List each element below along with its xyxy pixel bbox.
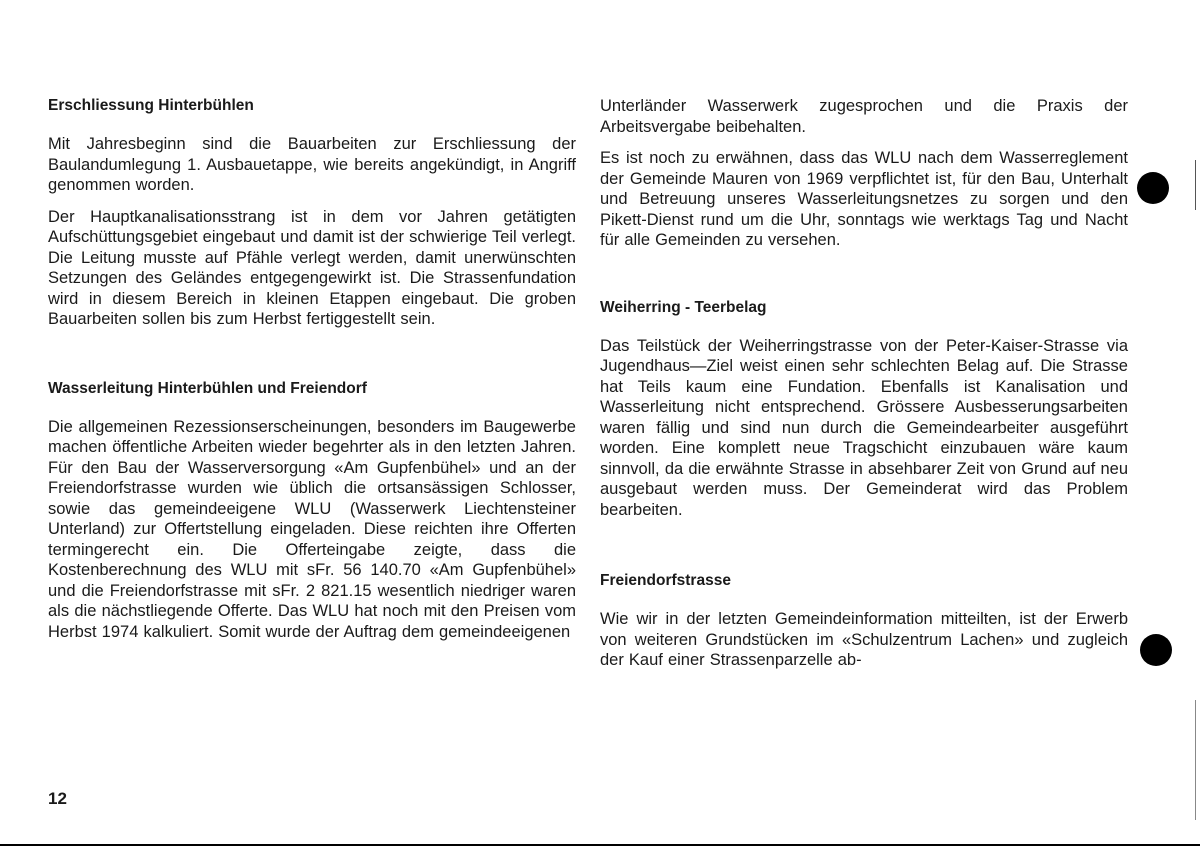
right-column xyxy=(600,96,1128,682)
page-edge-line xyxy=(1195,700,1196,820)
paragraph: Der Hauptkanalisationsstrang ist in dem vor Jahren getätigten Aufschüttungsgebiet eingebaut und damit ist der schwierige Teil verlegt. Die Leitung musste auf Pfähle verlegt werden, damit unerwünschten Setzungen des Geländes entgegengewirkt ist. Die Strassenfundation wird in diesem Bereich in kleinen Etappen eingebaut. Die groben Bauarbeiten sollen bis zum Herbst fertiggestellt sein. xyxy=(48,207,576,328)
heading-erschliessung: Erschliessung Hinterbühlen xyxy=(48,97,254,114)
paragraph: Wie wir in der letzten Gemeindeinformation mitteilten, ist der Erwerb von weiteren Grundstücken im «Schulzentrum Lachen» und zugleich der Kauf einer Strassenparzelle ab- xyxy=(600,610,1128,669)
punch-hole-mark xyxy=(1137,172,1169,204)
heading-freiendorfstrasse: Freiendorfstrasse xyxy=(600,572,731,589)
left-column xyxy=(48,96,576,653)
paragraph: Mit Jahresbeginn sind die Bauarbeiten zur Erschliessung der Baulandumlegung 1. Ausbauetappe, wie bereits angekündigt, in Angriff genommen worden. xyxy=(48,135,576,194)
paragraph: Unterländer Wasserwerk zugesprochen und die Praxis der Arbeitsvergabe beibehalten. xyxy=(600,97,1128,136)
paragraph: Es ist noch zu erwähnen, dass das WLU nach dem Wasserreglement der Gemeinde Mauren von 1969 verpflichtet ist, für den Bau, Unterhalt und Betreuung unseres Wasserleitungsnetzes zu sorgen und den Pikett-Dienst rund um die Uhr, sonntags wie werktags Tag und Nacht für alle Gemeinden zu versehen. xyxy=(600,149,1128,249)
paragraph: Die allgemeinen Rezessionserscheinungen, besonders im Baugewerbe machen öffentliche Arbeiten wieder begehrter als in den letzten Jahren. Für den Bau der Wasserversorgung «Am Gupfenbühel» und an der Freiendorfstrasse wurden wie üblich die ortsansässigen Schlosser, sowie das gemeindeeigene WLU (Wasserwerk Liechtensteiner Unterland) zur Offertstellung eingeladen. Diese reichten ihre Offerten termingerecht ein. Die Offerteingabe zeigte, dass die Kostenberechnung des WLU mit sFr. 56 140.70 «Am Gupfenbühel» und die Freiendorfstrasse mit sFr. 2 821.15 wesentlich niedriger waren als die nächstliegende Offerte. Das WLU hat noch mit den Preisen vom Herbst 1974 kalkuliert. Somit wurde der Auftrag dem gemeindeeigenen xyxy=(48,417,576,641)
page-number: 12 xyxy=(48,789,67,808)
heading-weiherring: Weiherring - Teerbelag xyxy=(600,298,767,316)
heading-wasserleitung: Wasserleitung Hinterbühlen und Freiendorf xyxy=(48,379,367,397)
page-edge-line xyxy=(1195,160,1196,210)
paragraph: Das Teilstück der Weiherringstrasse von der Peter-Kaiser-Strasse via Jugendhaus—Ziel weist einen sehr schlechten Belag auf. Die Strasse hat Teils kaum eine Fundation. Ebenfalls ist Kanalisation und Wasserleitung nicht entsprechend. Grössere Ausbesserungsarbeiten waren fällig und sind nun durch die Gemeindearbeiter ausgeführt worden. Eine komplett neue Tragschicht einzubauen wäre kaum sinnvoll, da die erwähnte Strasse in absehbarer Zeit von Grund auf neu ausgebaut werden muss. Der Gemeinderat wird das Problem bearbeiten. xyxy=(600,336,1128,519)
punch-hole-mark xyxy=(1140,634,1172,666)
page-edge-line xyxy=(0,844,1200,846)
